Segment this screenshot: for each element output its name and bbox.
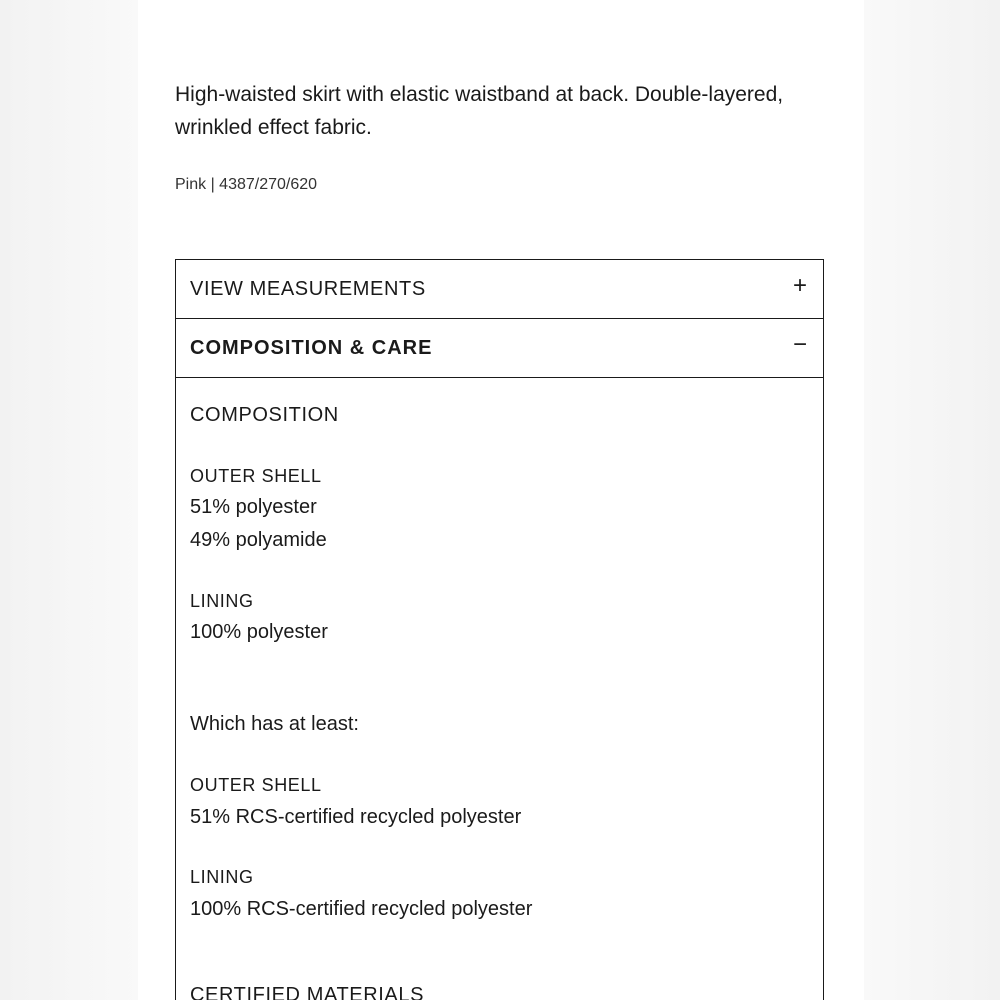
product-color-reference: Pink | 4387/270/620 [175, 176, 318, 193]
minus-icon[interactable]: − [792, 331, 807, 358]
background-left [0, 0, 138, 1000]
outer-shell-line: 49% polyamide [190, 529, 327, 551]
outer-shell-line: 51% polyester [190, 496, 317, 518]
outer-shell-heading: OUTER SHELL [190, 466, 322, 486]
plus-icon[interactable]: + [792, 272, 807, 299]
lining-recycled-heading: LINING [190, 867, 254, 887]
outer-shell-recycled-line: 51% RCS-certified recycled polyester [190, 806, 522, 828]
view-measurements-title: VIEW MEASUREMENTS [190, 278, 426, 300]
which-has-at-least: Which has at least: [190, 713, 359, 735]
lining-recycled-line: 100% RCS-certified recycled polyester [190, 898, 533, 920]
lining-line: 100% polyester [190, 621, 328, 643]
composition-care-toggle[interactable] [176, 319, 823, 378]
view-measurements-toggle[interactable] [176, 260, 823, 319]
outer-shell-recycled-heading: OUTER SHELL [190, 775, 322, 795]
product-description: High-waisted skirt with elastic waistband at back. Double-layered, wrinkled effect fabric. [175, 83, 784, 139]
composition-care-title: COMPOSITION & CARE [190, 337, 433, 359]
certified-materials-heading: CERTIFIED MATERIALS [190, 984, 425, 1000]
product-details-panel [138, 0, 864, 1000]
composition-heading: COMPOSITION [190, 404, 339, 426]
product-info-accordion [175, 259, 824, 1000]
background-right [864, 0, 1000, 1000]
lining-heading: LINING [190, 591, 254, 611]
